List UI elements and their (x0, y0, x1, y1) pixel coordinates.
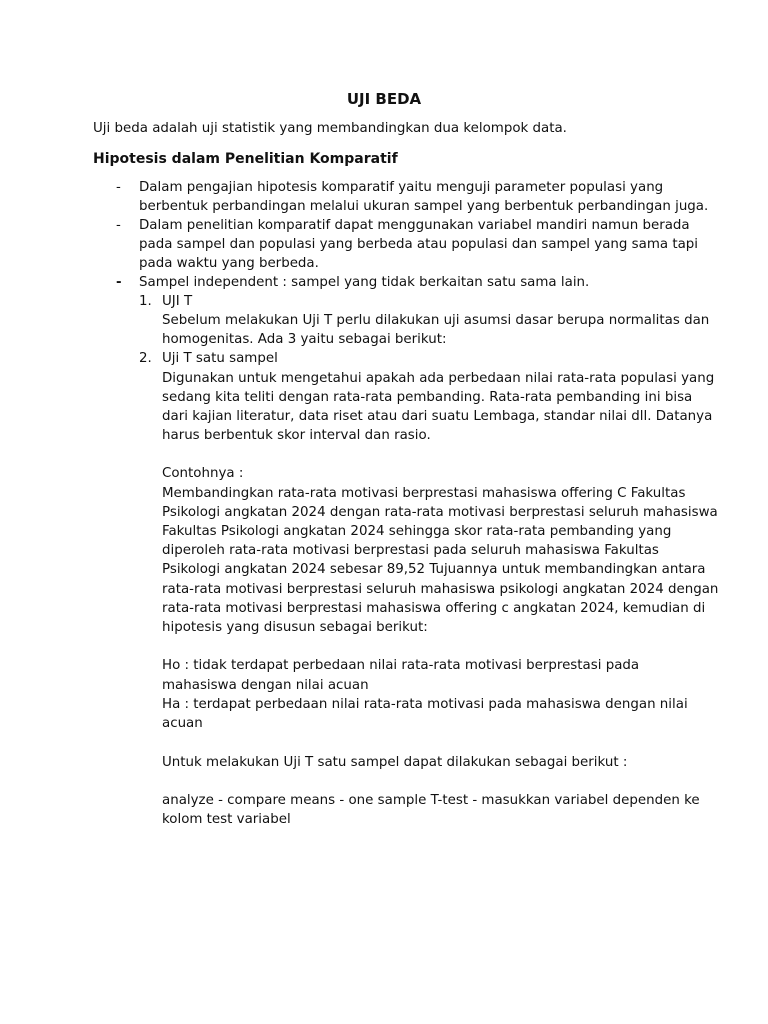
bullet-marker: - (116, 218, 121, 233)
numbered-item-2-line-1: Digunakan untuk mengetahui apakah ada perbedaan nilai rata-rata populasi yang (162, 371, 715, 386)
example-line: diperoleh rata-rata motivasi berprestasi pada seluruh mahasiswa Fakultas (162, 543, 659, 558)
example-line: Psikologi angkatan 2024 dengan rata-rata motivasi berprestasi seluruh mahasiswa (162, 505, 718, 520)
numbered-item-1-title: UJI T (162, 294, 193, 309)
numbered-item-2-number: 2. (139, 351, 152, 366)
example-label: Contohnya : (162, 466, 244, 481)
example-line: hipotesis yang disusun sebagai berikut: (162, 620, 428, 635)
bullet-3-line-1: Sampel independent : sampel yang tidak berkaitan satu sama lain. (139, 275, 590, 290)
numbered-item-1-line-2: homogenitas. Ada 3 yaitu sebagai berikut: (162, 332, 447, 347)
hypothesis-line: mahasiswa dengan nilai acuan (162, 678, 369, 693)
numbered-item-2-title: Uji T satu sampel (162, 351, 278, 366)
section-heading: Hipotesis dalam Penelitian Komparatif (93, 151, 398, 167)
numbered-item-1-line-1: Sebelum melakukan Uji T perlu dilakukan uji asumsi dasar berupa normalitas dan (162, 313, 710, 328)
bullet-marker: - (116, 275, 122, 290)
numbered-item-2-line-3: dari kajian literatur, data riset atau dari suatu Lembaga, standar nilai dll. Datanya (162, 409, 713, 424)
hypothesis-line: Ha : terdapat perbedaan nilai rata-rata motivasi pada mahasiswa dengan nilai (162, 697, 688, 712)
numbered-item-2-line-4: harus berbentuk skor interval dan rasio. (162, 428, 431, 443)
procedure-line: kolom test variabel (162, 812, 291, 827)
bullet-1-line-2: berbentuk perbandingan melalui ukuran sampel yang berbentuk perbandingan juga. (139, 199, 709, 214)
bullet-marker: - (116, 180, 121, 195)
hypothesis-line: acuan (162, 716, 203, 731)
bullet-1-line-1: Dalam pengajian hipotesis komparatif yaitu menguji parameter populasi yang (139, 180, 664, 195)
numbered-item-1-number: 1. (139, 294, 152, 309)
bullet-2-line-2: pada sampel dan populasi yang berbeda atau populasi dan sampel yang sama tapi (139, 237, 699, 252)
example-line: Membandingkan rata-rata motivasi berprestasi mahasiswa offering C Fakultas (162, 486, 686, 501)
example-line: Psikologi angkatan 2024 sebesar 89,52 Tujuannya untuk membandingkan antara (162, 562, 706, 577)
hypothesis-line: Ho : tidak terdapat perbedaan nilai rata-rata motivasi berprestasi pada (162, 658, 640, 673)
bullet-2-line-3: pada waktu yang berbeda. (139, 256, 319, 271)
bullet-2-line-1: Dalam penelitian komparatif dapat menggunakan variabel mandiri namun berada (139, 218, 690, 233)
example-line: rata-rata motivasi berprestasi mahasiswa offering c angkatan 2024, kemudian di (162, 601, 706, 616)
example-line: rata-rata motivasi berprestasi seluruh mahasiswa psikologi angkatan 2024 dengan (162, 582, 719, 597)
procedure-intro: Untuk melakukan Uji T satu sampel dapat dilakukan sebagai berikut : (162, 755, 628, 770)
numbered-item-2-line-2: sedang kita teliti dengan rata-rata pembanding. Rata-rata pembanding ini bisa (162, 390, 693, 405)
intro-paragraph: Uji beda adalah uji statistik yang membandingkan dua kelompok data. (93, 121, 567, 136)
document-title: UJI BEDA (346, 90, 422, 108)
example-line: Fakultas Psikologi angkatan 2024 sehingga skor rata-rata pembanding yang (162, 524, 672, 539)
procedure-line: analyze - compare means - one sample T-test - masukkan variabel dependen ke (162, 793, 700, 808)
